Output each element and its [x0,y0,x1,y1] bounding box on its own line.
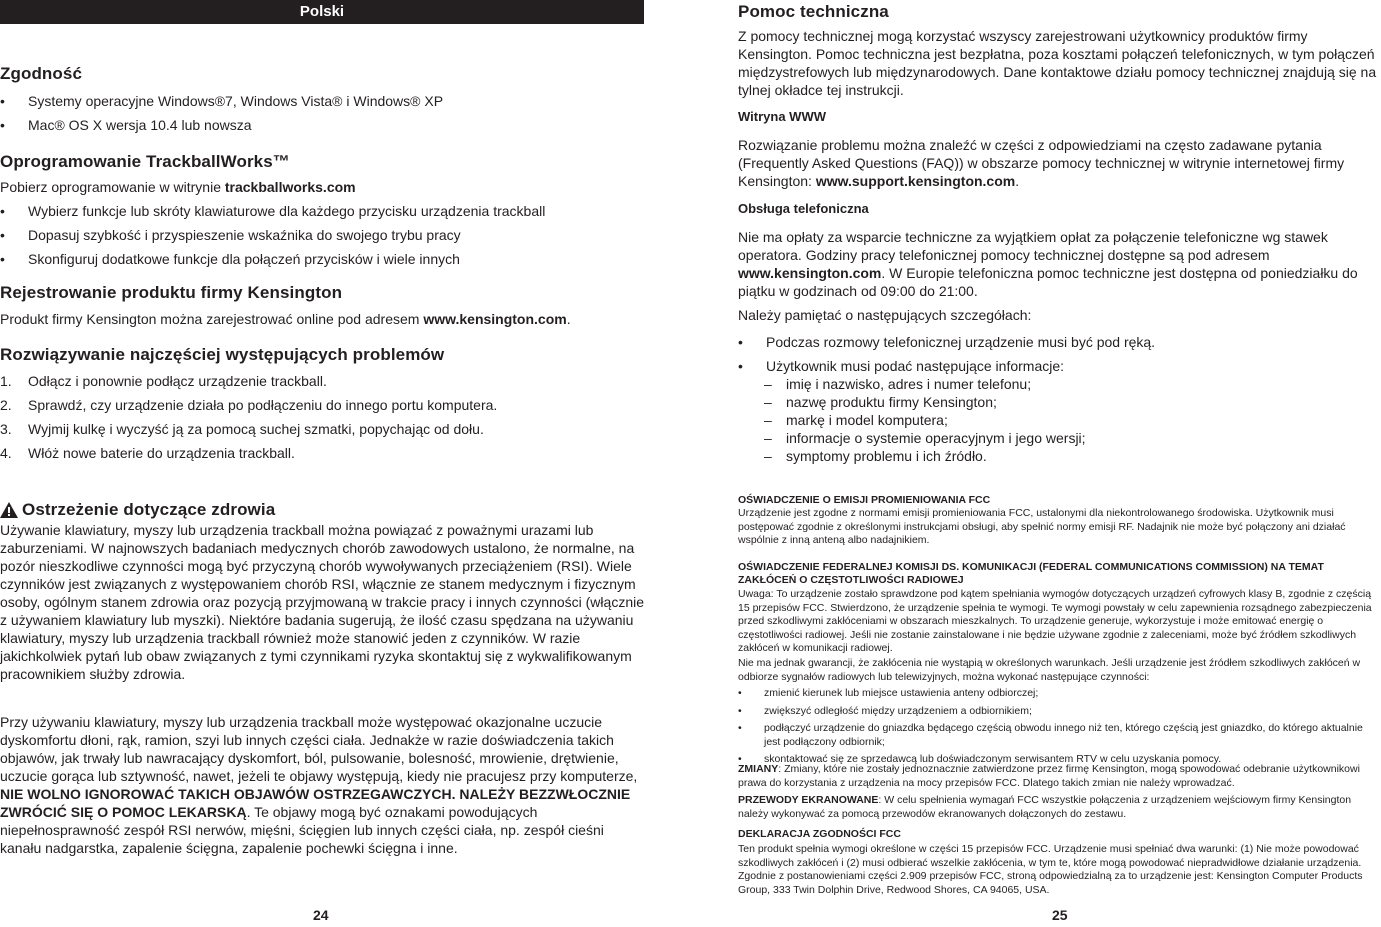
list-item: • zmienić kierunek lub miejsce ustawienia anteny odbiorczej; [738,687,1378,701]
list-item: • Dopasuj szybkość i przyspieszenie wskaźnika do swojego trybu pracy [0,226,640,244]
list-item: – imię i nazwisko, adres i numer telefonu; [764,375,1364,393]
health-warning-heading: Ostrzeżenie dotyczące zdrowia [22,500,276,519]
support-link[interactable]: www.support.kensington.com [815,173,1016,189]
list-item: – informacje o systemie operacyjnym i jego wersji; [764,429,1364,447]
language-header-bar: Polski [0,0,644,24]
list-item: • Podczas rozmowy telefonicznej urządzenie musi być pod ręką. [738,333,1378,351]
software-list [0,202,640,274]
list-item: • Użytkownik musi podać następujące informacje: [738,357,1378,375]
fcc-declaration-heading: DEKLARACJA ZGODNOŚCI FCC [738,828,901,840]
health-warning-heading-row [0,500,275,520]
fcc-interference-paragraph-2: Nie ma jednak gwarancji, że zakłócenia nie wystąpią w określonych warunkach. Jeśli urządzenie jest źródłem szkodliwych zakłóceń w odbiorze sygnałów radiowych lub telewizyjnych, można wykonać następujące czynności: [738,657,1361,683]
fcc-actions-list [738,687,1378,771]
registration-heading: Rejestrowanie produktu firmy Kensington [0,283,343,302]
fcc-radiation-heading: OŚWIADCZENIE O EMISJI PROMIENIOWANIA FCC [738,494,991,506]
compatibility-heading: Zgodność [0,64,83,83]
list-item: • zwiększyć odległość między urządzeniem a odbiornikiem; [738,705,1378,719]
fcc-interference-heading: OŚWIADCZENIE FEDERALNEJ KOMISJI DS. KOMUNIKACJI (FEDERAL COMMUNICATIONS COMMISSION) NA TEMAT ZAKŁÓCEŃ O CZĘSTOTLIWOŚCI RADIOWEJ [738,561,1324,586]
fcc-radiation-text: Urządzenie jest zgodne z normami emisji promieniowania FCC, ustalonymi dla niekontrolowanego środowiska. Użytkownik musi postępować zgodnie z określonymi instrukcjami obsługi, aby spełnić normy emisji RF. Nadajnik nie może być połączony ani działać wspólnie z inną anteną albo nadajnikiem. [738,507,1346,546]
kensington-link[interactable]: www.kensington.com [423,311,567,327]
page-number: 24 [313,907,329,923]
troubleshooting-list [0,372,640,468]
website-paragraph: Rozwiązanie problemu można znaleźć w części z odpowiedziami na często zadawane pytania (Frequently Asked Questions (FAQ)) w obszarze pomocy technicznej w witrynie internetowej firmy Kensington: www.support.kensington.com. [738,137,1345,189]
health-warning-paragraph-2: Przy używaniu klawiatury, myszy lub urządzenia trackball może występować okazjonalne uczucie dyskomfortu dłoni, rąk, ramion, szyi lub innych części ciała. Jednakże w razie doświadczenia takich objawów, jak trwały lub nawracający dyskomfort, ból, pulsowanie, bolesność, mrowienie, drętwienie, uczucie gorąca lub sztywność, nawet, jeżeli te objawy występują, kiedy nie pracujesz przy komputerze, NIE WOLNO IGNOROWAĆ TAKICH OBJAWÓW OSTRZEGAWCZYCH. NALEŻY BEZZWŁOCZNIE ZWRÓCIĆ SIĘ O POMOC LEKARSKĄ. Te objawy mogą być oznakami powodujących niepełnosprawność zespół RSI nerwów, mięśni, ścięgien lub innych części ciała, np. zespół cieśni kanału nadgarstka, zapalenie ścięgna, zapalenie pochewki ścięgna i inne. [0,714,638,856]
list-item: 4. Włóż nowe baterie do urządzenia trackball. [0,445,295,461]
list-item: • skontaktować się ze sprzedawcą lub doświadczonym serwisantem RTV w celu uzyskania pomocy. [738,753,1378,767]
troubleshooting-heading: Rozwiązywanie najczęściej występujących problemów [0,345,445,364]
fcc-declaration-text: Ten produkt spełnia wymogi określone w części 15 przepisów FCC. Urządzenie musi spełniać dwa warunki: (1) Nie może powodować szkodliwych zakłóceń i (2) musi odbierać wszelkie zakłócenia, w tym te, które mogą powodować niepradwidłowe działanie urządzenia. Zgodnie z postanowieniami części 2.909 przepisów FCC, stroną odpowiedzialną za to urządzenie jest: Kensington Computer Products Group, 333 Twin Dolphin Drive, Redwood Shores, CA 94065, USA. [738,843,1363,896]
warning-icon [0,502,18,518]
list-item: • Skonfiguruj dodatkowe funkcje dla połączeń przycisków i wiele innych [0,250,640,268]
list-item: • podłączyć urządzenie do gniazdka będącego częścią obwodu innego niż ten, którego częścią jest gniazdko, do którego aktualnie jest podłączony odbiornik; [738,722,1378,749]
shielded-cables-paragraph: PRZEWODY EKRANOWANE: W celu spełnienia wymagań FCC wszystkie połączenia z urządzeniem wejściowym firmy Kensington należy wykonywać za pomocą przewodów ekranowanych dołączonych do zestawu. [738,794,1352,820]
list-item: 1. Odłącz i ponownie podłącz urządzenie trackball. [0,373,327,389]
phone-support-paragraph: Nie ma opłaty za wsparcie techniczne za wyjątkiem opłat za połączenie telefoniczne wg stawek operatora. Godziny pracy telefonicznej pomocy technicznej dostępne są pod adresem www.kensington.com. W Europie telefoniczna pomoc techniczne jest dostępna od poniedziałku do piątku w godzinach od 09:00 do 21:00. [738,229,1358,299]
phone-support-heading: Obsługa telefoniczna [738,201,869,216]
list-item: – symptomy problemu i ich źródło. [764,447,1364,465]
trackballworks-link[interactable]: trackballworks.com [224,179,356,195]
info-list [764,375,1364,465]
list-item: – nazwę produktu firmy Kensington; [764,393,1364,411]
list-item: – markę i model komputera; [764,411,1364,429]
tech-support-heading: Pomoc techniczna [738,2,889,21]
kensington-link[interactable]: www.kensington.com [738,265,882,281]
remember-text: Należy pamiętać o następujących szczegółach: [738,307,1032,323]
fcc-interference-paragraph-1: Uwaga: To urządzenie zostało sprawdzone pod kątem spełniania wymogów dotyczących urządzeń cyfrowych klasy B, zgodnie z częścią 15 przepisów FCC. Stwierdzono, że urządzenie spełnia te wymogi. Te wymogi powstały w celu zapewnienia rozsądnego zabezpieczenia przed szkodliwymi zakłóceniami w obszarach mieszkalnych. To urządzenie generuje, wykorzystuje i może emitować energię o częstotliwości radiowej. Jeśli nie zostanie zainstalowane i nie będzie używane zgodnie z zaleceniami, może być źródłem szkodliwych zakłóceń w komunikacji radiowej. [738,588,1372,654]
list-item: • Mac® OS X wersja 10.4 lub nowsza [0,116,640,134]
tech-support-paragraph: Z pomocy technicznej mogą korzystać wszyscy zarejestrowani użytkownicy produktów firmy Kensington. Pomoc techniczna jest bezpłatna, poza kosztami połączeń telefonicznych, w tym połączeń międzystrefowych lub międzynarodowych. Dane kontaktowe działu pomocy technicznej znajdują się na tylnej okładce tej instrukcji. [738,28,1377,98]
list-item: • Systemy operacyjne Windows®7, Windows Vista® i Windows® XP [0,92,640,110]
list-item: 2. Sprawdź, czy urządzenie działa po podłączeniu do innego portu komputera. [0,397,498,413]
list-item: 3. Wyjmij kulkę i wyczyść ją za pomocą suchej szmatki, popychając od dołu. [0,421,484,437]
health-warning-paragraph-1: Używanie klawiatury, myszy lub urządzenia trackball można powiązać z poważnymi urazami lub zaburzeniami. W najnowszych badaniach medycznych chorób zawodowych ustalono, że normalne, na pozór nieszkodliwe czynności mogą być przyczyną chorób wywoływanych przeciążeniem (RSI). Wiele czynników jest związanych z występowaniem chorób RSI, włącznie ze stanem medycznym i fizycznym osoby, ogólnym stanem zdrowia oraz pozycją przyjmowaną w trakcie pracy i innych czynności (włącznie z używaniem klawiatury lub myszki). Niektóre badania sugerują, że ilość czasu spędzana na używaniu klawiatury, myszy lub urządzenia trackball również może stanowić jeden z czynników. W razie jakichkolwiek pytań lub obaw związanych z tymi czynnikami ryzyka skontaktuj się z wykwalifikowanym pracownikiem służby zdrowia. [0,522,644,682]
remember-list [738,333,1378,381]
registration-text: Produkt firmy Kensington można zarejestrować online pod adresem www.kensington.com. [0,311,571,327]
left-page [0,0,644,923]
list-item: • Wybierz funkcje lub skróty klawiaturowe dla każdego przycisku urządzenia trackball [0,202,640,220]
software-intro: Pobierz oprogramowanie w witrynie trackballworks.com [0,179,356,195]
changes-paragraph: ZMIANY: Zmiany, które nie zostały jednoznacznie zatwierdzone przez firmę Kensington, mogą spowodować odebranie użytkownikowi prawa do korzystania z urządzenia na mocy przepisów FCC. Dlatego takich zmian nie należy wprowadzać. [738,763,1360,789]
page-number: 25 [1052,907,1068,923]
website-heading: Witryna WWW [738,109,826,124]
software-heading: Oprogramowanie TrackballWorks™ [0,152,290,171]
compatibility-list [0,92,640,140]
